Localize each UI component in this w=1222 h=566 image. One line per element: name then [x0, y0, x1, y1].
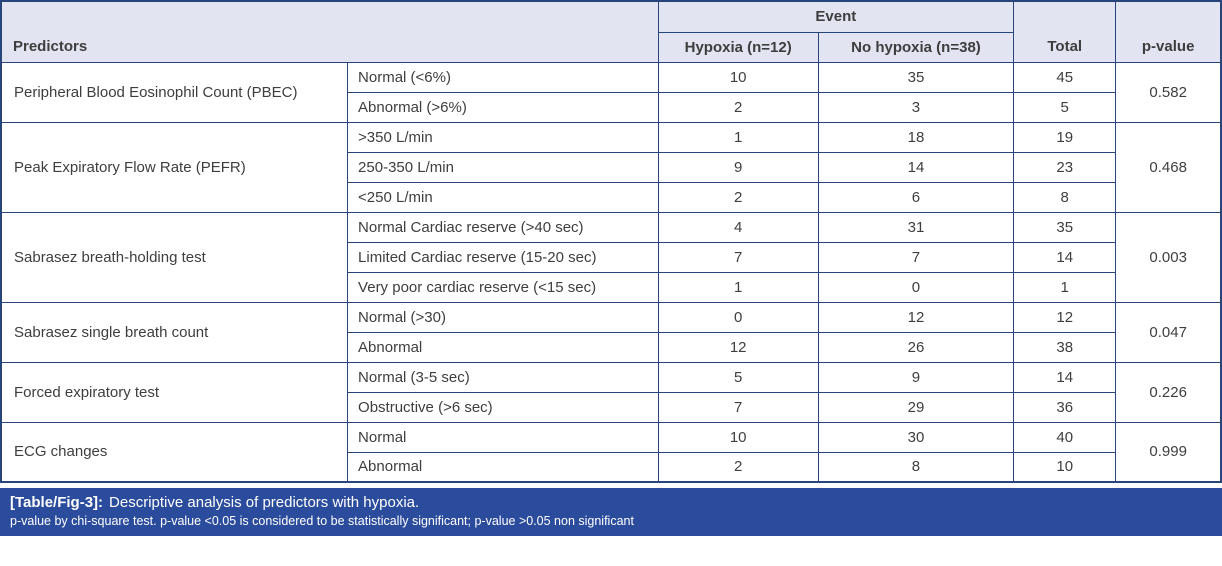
- no-hypoxia-value-cell: 0: [818, 272, 1013, 302]
- p-value-cell: 0.003: [1116, 212, 1221, 302]
- no-hypoxia-value-cell: 30: [818, 422, 1013, 452]
- predictors-column-header: Predictors: [1, 1, 658, 62]
- table-row: [1, 62, 1221, 92]
- category-cell: Limited Cardiac reserve (15-20 sec): [348, 242, 659, 272]
- p-value-cell: 0.047: [1116, 302, 1221, 362]
- total-value-cell: 5: [1014, 92, 1116, 122]
- table-row: [1, 362, 1221, 392]
- no-hypoxia-value-cell: 6: [818, 182, 1013, 212]
- hypoxia-value-cell: 1: [658, 122, 818, 152]
- category-cell: <250 L/min: [348, 182, 659, 212]
- caption-label: [Table/Fig-3]:: [10, 494, 104, 511]
- no-hypoxia-value-cell: 8: [818, 452, 1013, 482]
- predictor-name-cell: Sabrasez breath-holding test: [1, 212, 348, 302]
- hypoxia-value-cell: 5: [658, 362, 818, 392]
- total-value-cell: 1: [1014, 272, 1116, 302]
- category-cell: Abnormal: [348, 332, 659, 362]
- no-hypoxia-value-cell: 7: [818, 242, 1013, 272]
- total-value-cell: 12: [1014, 302, 1116, 332]
- category-cell: Obstructive (>6 sec): [348, 392, 659, 422]
- hypoxia-value-cell: 4: [658, 212, 818, 242]
- no-hypoxia-column-header: No hypoxia (n=38): [818, 32, 1013, 62]
- no-hypoxia-value-cell: 29: [818, 392, 1013, 422]
- hypoxia-value-cell: 9: [658, 152, 818, 182]
- predictor-name-cell: Forced expiratory test: [1, 362, 348, 422]
- predictor-name-cell: Peripheral Blood Eosinophil Count (PBEC): [1, 62, 348, 122]
- caption-title: Descriptive analysis of predictors with hypoxia.: [109, 494, 420, 511]
- category-cell: 250-350 L/min: [348, 152, 659, 182]
- total-value-cell: 19: [1014, 122, 1116, 152]
- table-row: [1, 422, 1221, 452]
- header-row-event: [1, 1, 1221, 32]
- no-hypoxia-value-cell: 9: [818, 362, 1013, 392]
- no-hypoxia-value-cell: 14: [818, 152, 1013, 182]
- category-cell: >350 L/min: [348, 122, 659, 152]
- event-group-header: Event: [658, 1, 1014, 32]
- hypoxia-value-cell: 10: [658, 422, 818, 452]
- p-value-cell: 0.999: [1116, 422, 1221, 482]
- total-value-cell: 14: [1014, 242, 1116, 272]
- total-value-cell: 14: [1014, 362, 1116, 392]
- p-value-cell: 0.582: [1116, 62, 1221, 122]
- hypoxia-value-cell: 2: [658, 452, 818, 482]
- total-value-cell: 8: [1014, 182, 1116, 212]
- table-row: [1, 302, 1221, 332]
- hypoxia-value-cell: 0: [658, 302, 818, 332]
- predictor-name-cell: ECG changes: [1, 422, 348, 482]
- predictor-name-cell: Peak Expiratory Flow Rate (PEFR): [1, 122, 348, 212]
- p-value-cell: 0.468: [1116, 122, 1221, 212]
- no-hypoxia-value-cell: 18: [818, 122, 1013, 152]
- category-cell: Normal (3-5 sec): [348, 362, 659, 392]
- total-value-cell: 38: [1014, 332, 1116, 362]
- total-value-cell: 10: [1014, 452, 1116, 482]
- hypoxia-value-cell: 2: [658, 182, 818, 212]
- hypoxia-value-cell: 10: [658, 62, 818, 92]
- table-caption: [0, 488, 1222, 536]
- total-value-cell: 36: [1014, 392, 1116, 422]
- no-hypoxia-value-cell: 35: [818, 62, 1013, 92]
- pvalue-column-header: p-value: [1116, 1, 1221, 62]
- category-cell: Normal: [348, 422, 659, 452]
- caption-note: p-value by chi-square test. p-value <0.05 is considered to be statistically significant; p-value >0.05 non significant: [10, 514, 634, 528]
- predictor-name-cell: Sabrasez single breath count: [1, 302, 348, 362]
- category-cell: Normal (>30): [348, 302, 659, 332]
- table-row: [1, 212, 1221, 242]
- no-hypoxia-value-cell: 3: [818, 92, 1013, 122]
- total-value-cell: 40: [1014, 422, 1116, 452]
- total-value-cell: 23: [1014, 152, 1116, 182]
- hypoxia-value-cell: 12: [658, 332, 818, 362]
- hypoxia-column-header: Hypoxia (n=12): [658, 32, 818, 62]
- category-cell: Abnormal (>6%): [348, 92, 659, 122]
- category-cell: Abnormal: [348, 452, 659, 482]
- category-cell: Very poor cardiac reserve (<15 sec): [348, 272, 659, 302]
- no-hypoxia-value-cell: 12: [818, 302, 1013, 332]
- total-column-header: Total: [1014, 1, 1116, 62]
- table-header: [1, 1, 1221, 62]
- hypoxia-value-cell: 7: [658, 242, 818, 272]
- no-hypoxia-value-cell: 31: [818, 212, 1013, 242]
- no-hypoxia-value-cell: 26: [818, 332, 1013, 362]
- table-row: [1, 122, 1221, 152]
- total-value-cell: 35: [1014, 212, 1116, 242]
- category-cell: Normal (<6%): [348, 62, 659, 92]
- hypoxia-value-cell: 2: [658, 92, 818, 122]
- category-cell: Normal Cardiac reserve (>40 sec): [348, 212, 659, 242]
- total-value-cell: 45: [1014, 62, 1116, 92]
- table-body: [1, 62, 1221, 482]
- hypoxia-value-cell: 1: [658, 272, 818, 302]
- hypoxia-value-cell: 7: [658, 392, 818, 422]
- caption-title-line: [10, 493, 1212, 513]
- p-value-cell: 0.226: [1116, 362, 1221, 422]
